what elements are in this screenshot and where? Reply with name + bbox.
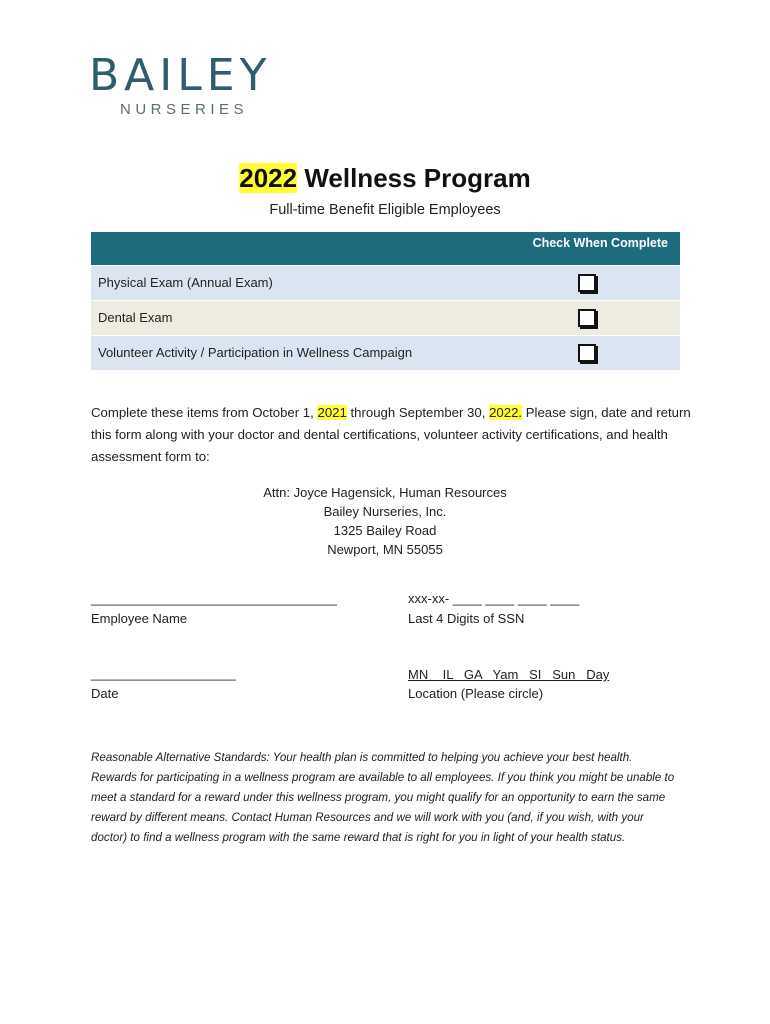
volunteer-activity-checkbox[interactable] [578,344,596,362]
company-logo [89,50,289,119]
row-label: Volunteer Activity / Participation in Wellness Campaign [98,345,413,360]
row-label: Physical Exam (Annual Exam) [98,275,273,290]
start-year: 2021 [317,405,347,420]
instructions-paragraph [91,402,691,468]
ssn-field[interactable]: xxx-xx- ____ ____ ____ ____ [408,591,580,606]
date-label: Date [91,686,119,701]
instructions-text: through September 30, [346,405,490,420]
dental-exam-checkbox[interactable] [578,309,596,327]
end-year: 2022. [489,405,523,420]
address-line: Bailey Nurseries, Inc. [323,504,447,519]
check-column-header: Check When Complete [532,236,668,250]
address-line: Attn: Joyce Hagensick, Human Resources [263,485,507,500]
location-options[interactable]: MN IL GA Yam SI Sun Day [408,667,610,682]
title-text: Wellness Program [297,163,531,193]
page-subtitle: Full-time Benefit Eligible Employees [269,202,501,218]
location-label: Location (Please circle) [408,686,544,701]
table-header [91,232,680,265]
instructions-text: Complete these items from October 1, [91,405,318,420]
ssn-label: Last 4 Digits of SSN [408,611,525,626]
physical-exam-checkbox[interactable] [578,274,596,292]
page-title [0,163,770,194]
table-row [91,265,680,300]
table-row [91,300,680,335]
table-row [91,335,680,370]
checklist-table [91,232,680,370]
employee-name-label: Employee Name [91,611,188,626]
reasonable-alternative-standards: Reasonable Alternative Standards: Your health plan is committed to helping you achieve your best health. Rewards for participating in a wellness program are available to all employees. If you think you might be unable to meet a standard for a reward under this wellness program, you might qualify for an opportunity to earn the same reward by different means. Contact Human Resources and we will work with you (and, if you wish, with your doctor) to find a wellness program with the same reward that is right for you in light of your health status. [91,751,675,844]
row-label: Dental Exam [98,310,173,325]
instructions-text: Please sign, date and return this form along with your doctor and dental certifications, volunteer activity certifications, and health assessment form to: [91,405,691,464]
logo-subtitle: NURSERIES [120,101,249,118]
mailing-address [0,483,770,559]
date-field[interactable]: ____________________ [91,666,236,681]
employee-name-field[interactable]: __________________________________ [91,591,337,606]
logo-wordmark: BAILEY [89,50,272,101]
address-line: 1325 Bailey Road [333,523,437,538]
title-year: 2022 [239,163,298,193]
address-line: Newport, MN 55055 [327,542,443,557]
